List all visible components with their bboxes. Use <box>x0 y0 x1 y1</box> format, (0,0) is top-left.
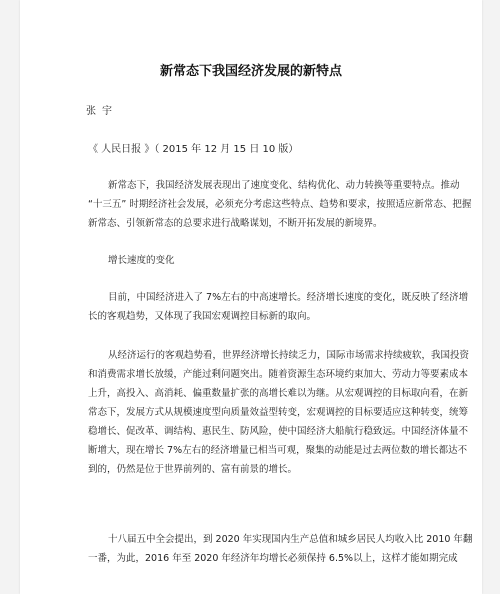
paragraph-growth-rate: 目前，中国经济进入了 7%左右的中高速增长。经济增长速度的变化，既反映了经济增长的客观趋势，又体现了我国宏观调控目标新的取向。 <box>88 292 469 322</box>
author-name: 张宇 <box>86 106 118 117</box>
document-page <box>20 0 482 594</box>
document-title: 新常态下我国经济发展的新特点 <box>159 64 342 79</box>
paragraph-trend: 从经济运行的客观趋势看，世界经济增长持续乏力，国际市场需求持续疲软，我国投资和消费需求增长放缓，产能过剩问题突出。随着资源生态环境约束加大、劳动力等要素成本上升，高投入、高消耗、偏重数量扩张的高增长难以为继。从宏观调控的目标取向看，在新常态下，发展方式从规模速度型向质量效益型转变，宏观调控的目标要适应这种转变，统筹稳增长、促改革、调结构、惠民生、防风险，使中国经济大船航行稳致远。中国经济体量不断增大，现在增长 7%左右的经济增量已相当可观，聚集的动能是过去两位数的增长都达不到的，仍然是位于世界前列的、富有前景的增长。 <box>88 350 470 475</box>
section-heading: 增长速度的变化 <box>108 255 175 266</box>
paragraph-intro: 新常态下，我国经济发展表现出了速度变化、结构优化、动力转换等重要特点。推动 “十三五” 时期经济社会发展，必须充分考虑这些特点、趋势和要求，按照适应新常态、把握新常态、引领新常态的总要求进行战略谋划，不断开拓发展的新境界。 <box>88 180 472 229</box>
paragraph-plenum: 十八届五中全会提出，到 2020 年实现国内生产总值和城乡居民人均收入比 2010 年翻一番，为此，2016 年至 2020 年经济年均增长必须保持 6.5%以上，这样才能如期完成 <box>88 534 473 564</box>
source-citation: 《 人民日报 》（ 2015 年 12 月 15 日 10 版） <box>88 144 299 155</box>
